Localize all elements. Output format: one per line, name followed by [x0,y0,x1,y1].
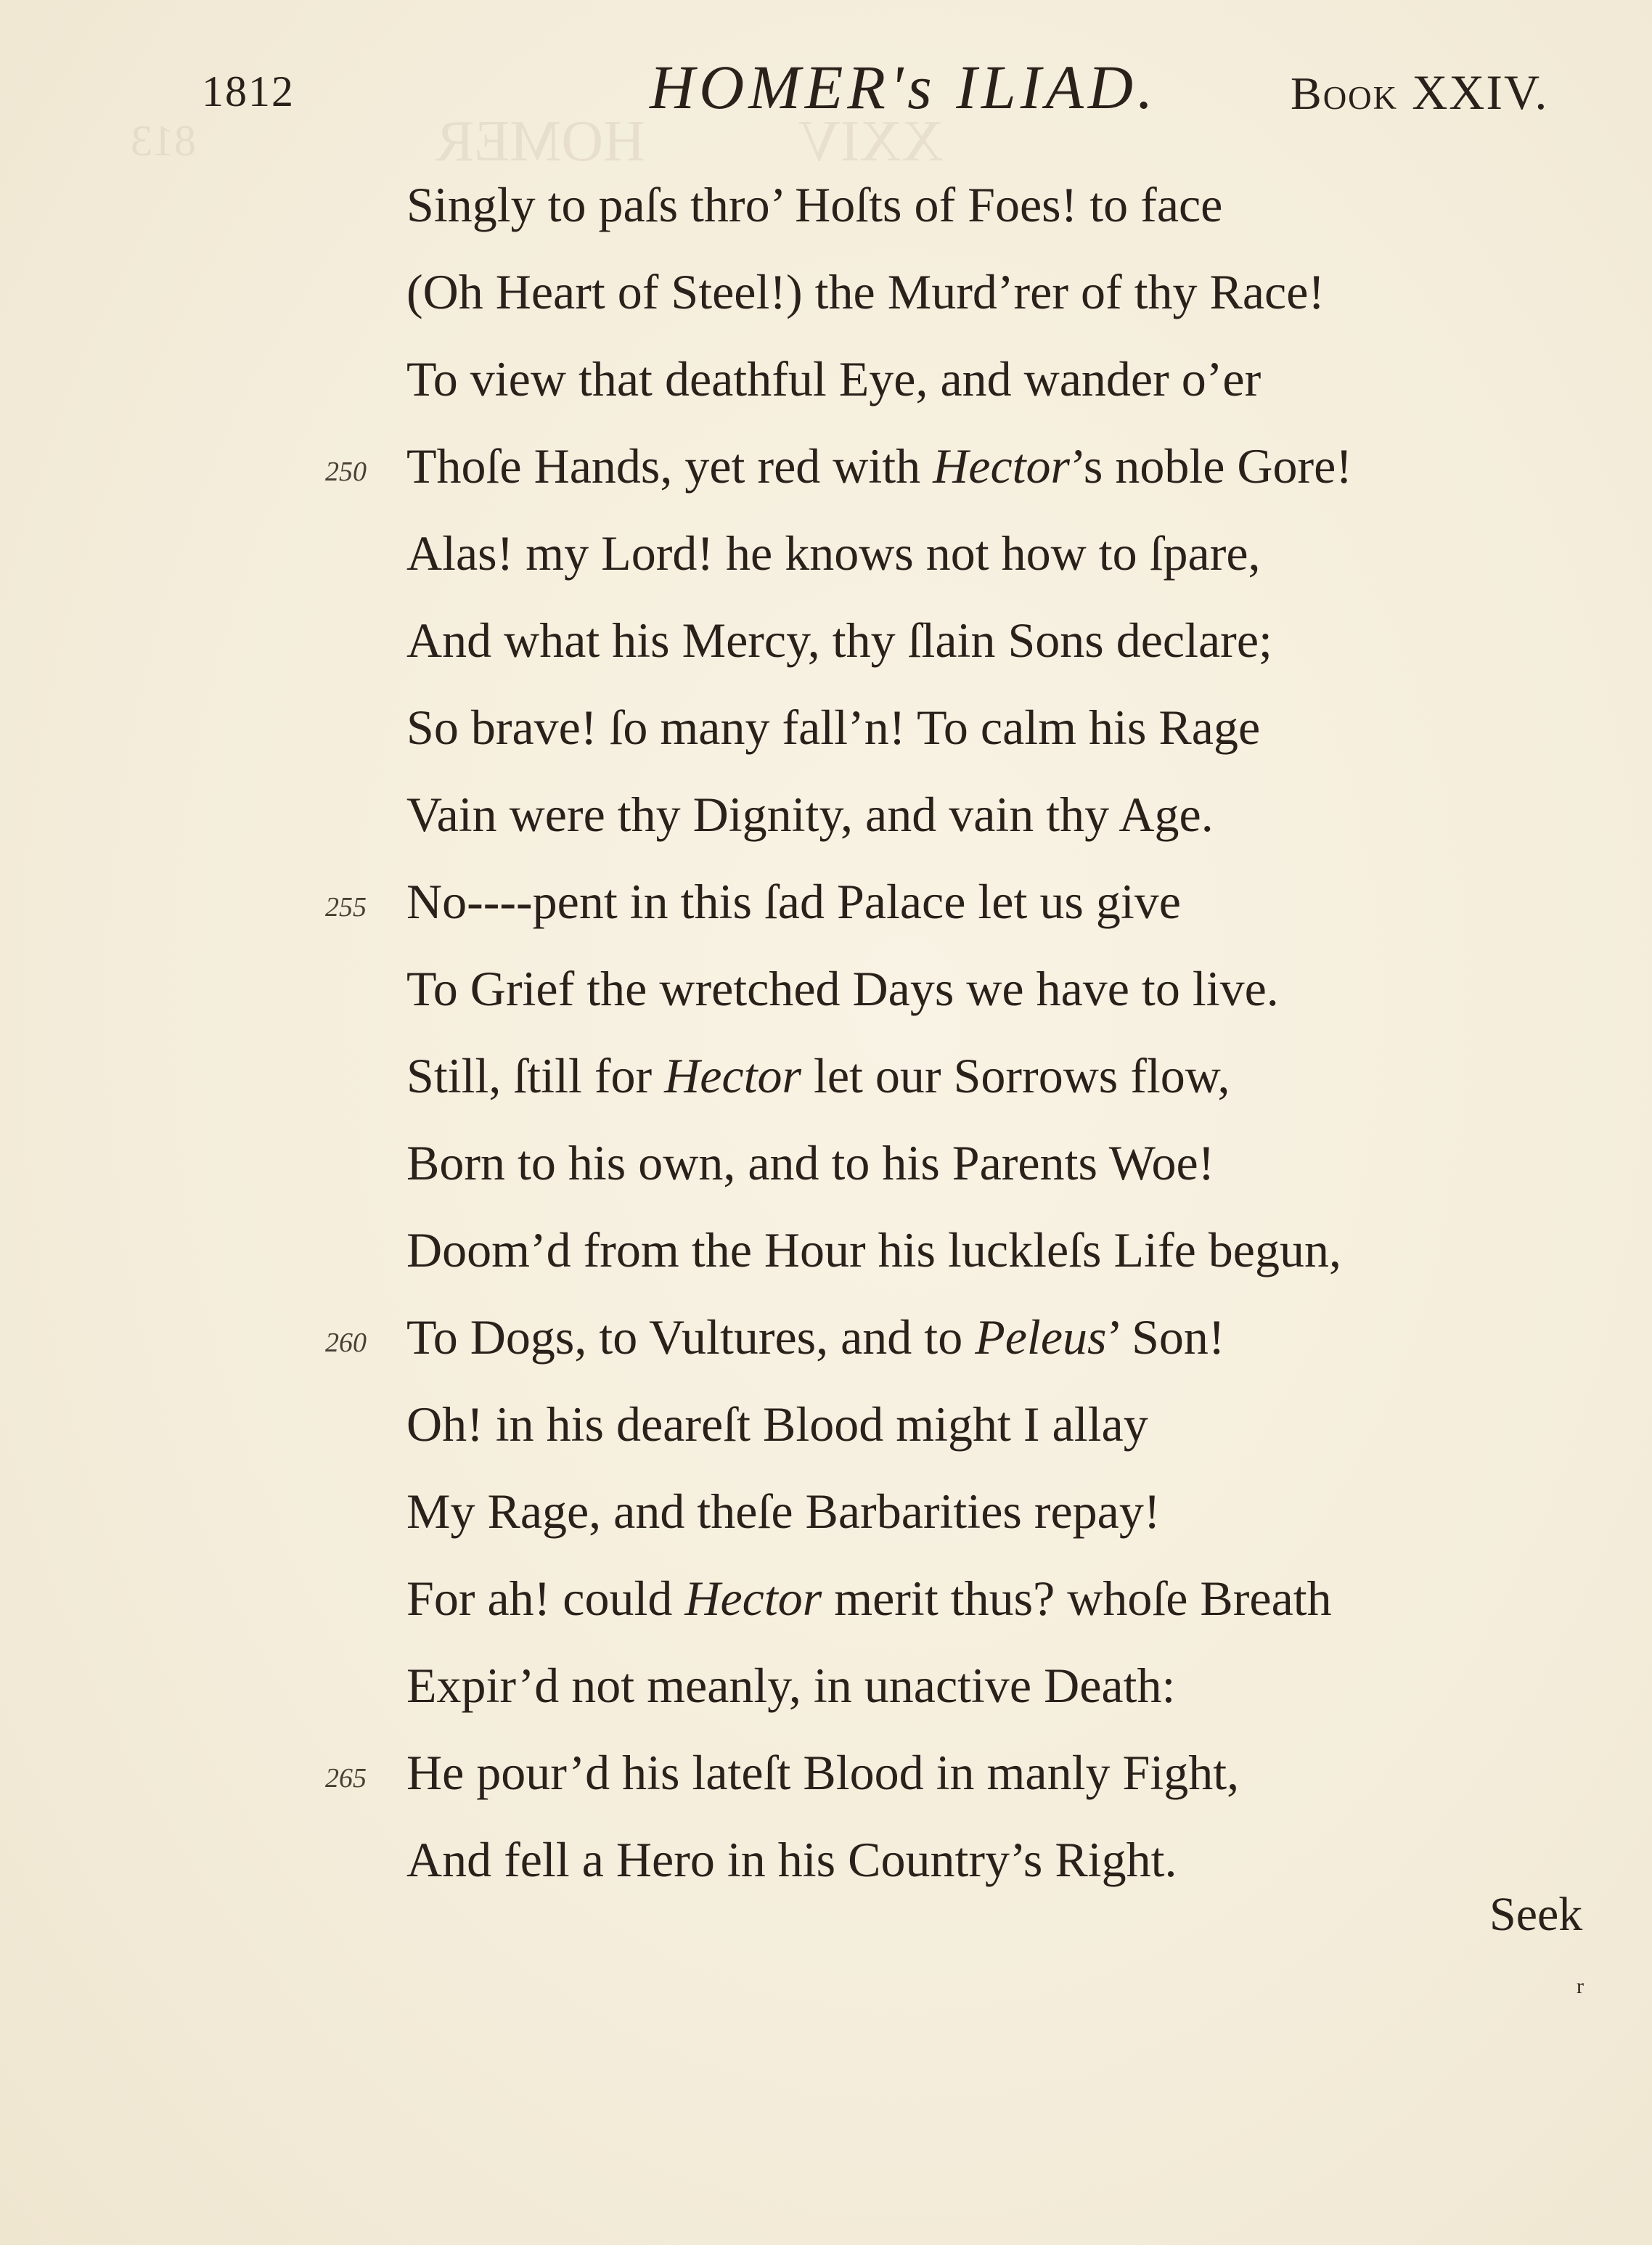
verse-segment: Thoſe Hands, yet red with [406,438,933,494]
verse-segment: merit thus? whoſe Breath [822,1571,1332,1626]
verse-text [406,510,1261,597]
verse-line [0,248,1652,335]
verse-text [406,1032,1230,1119]
verse-text [406,1555,1332,1642]
verse-text [406,684,1260,771]
verse-line [0,422,1652,510]
verse-text [406,858,1181,945]
verse-segment: To Grief the wretched Days we have to live. [406,961,1279,1016]
verse-text [406,335,1261,422]
verse-segment: let our Sorrows flow, [801,1048,1230,1103]
verse-text [406,422,1352,510]
verse-text [406,597,1272,684]
show-through-text: XXIV [798,110,944,173]
verse-line [0,1206,1652,1293]
verse-segment: Singly to paſs thro’ Hoſts of Foes! to face [406,177,1223,232]
verse-text [406,945,1279,1032]
verse-line [0,597,1652,684]
running-header [0,51,1652,138]
verse-line [0,1119,1652,1206]
verse-text [406,1468,1161,1555]
italic-name: Hector [664,1048,801,1103]
verse-text [406,1293,1225,1381]
book-label [1291,64,1548,121]
verse-segment: So brave! ſo many fall’n! To calm his Rage [406,700,1261,755]
verse-line [0,1293,1652,1381]
verse-line [0,1642,1652,1729]
page-number: 1812 [202,68,295,115]
line-number: 260 [325,1328,367,1358]
verse-text [406,248,1325,335]
line-number: 250 [325,457,367,487]
book-number: XXIV. [1412,65,1549,120]
italic-name: Hector [684,1571,822,1626]
verse-line [0,1555,1652,1642]
line-number: 265 [325,1763,367,1794]
verse-segment: Doom’d from the Hour his luckleſs Life begun, [406,1222,1341,1277]
verse-text [406,771,1214,858]
verse-segment: My Rage, and theſe Barbarities repay! [406,1484,1161,1539]
verse-segment: ’ Son! [1106,1309,1225,1365]
verse-segment: For ah! could [406,1571,685,1626]
verse-line [0,335,1652,422]
verse-segment: To view that deathful Eye, and wander o’er [406,351,1262,406]
verse-text [406,161,1222,248]
verse-line [0,1381,1652,1468]
verse-segment: He pour’d his lateſt Blood in manly Fight, [406,1745,1240,1800]
catchword: Seek [1489,1888,1583,1941]
verse-line [0,161,1652,248]
verse-text [406,1729,1239,1816]
verse-line [0,1468,1652,1555]
verse-line [0,1816,1652,1903]
verse-segment: Expir’d not meanly, in unactive Death: [406,1658,1176,1713]
verse-line [0,510,1652,597]
verse-text [406,1816,1177,1903]
italic-name: Hector [933,438,1070,494]
verse-segment: Vain were thy Dignity, and vain thy Age. [406,787,1214,842]
running-title: HOMER's ILIAD. [650,52,1158,122]
verse-segment: Still, ſtill for [406,1048,665,1103]
verse-text [406,1642,1175,1729]
verse-segment: ’s noble Gore! [1069,438,1352,494]
verse-segment: And fell a Hero in his Country’s Right. [406,1832,1177,1887]
verse-segment: No----pent in this ſad Palace let us give [406,874,1181,929]
verse-line [0,945,1652,1032]
verse-segment: Oh! in his deareſt Blood might I allay [406,1397,1148,1452]
italic-name: Peleus [975,1309,1107,1365]
verse-text [406,1119,1214,1206]
verse-line [0,1032,1652,1119]
verse-segment: To Dogs, to Vultures, and to [406,1309,976,1365]
verse-line [0,771,1652,858]
show-through-text: 813 [131,117,196,165]
verse-segment: Alas! my Lord! he knows not how to ſpare, [406,526,1261,581]
verse-line [0,1729,1652,1816]
verse-segment: And what his Mercy, thy ſlain Sons declare; [406,613,1272,668]
signature-mark: r [1577,1974,1584,1998]
verse-segment: Born to his own, and to his Parents Woe! [406,1135,1215,1190]
verse-line [0,684,1652,771]
verse-line [0,858,1652,945]
book-word: Book [1291,68,1399,119]
verse-text [406,1381,1148,1468]
verse-segment: (Oh Heart of Steel!) the Murd’rer of thy Race! [406,264,1325,319]
verse-text [406,1206,1341,1293]
line-number: 255 [325,892,367,923]
show-through-text: HOMER [436,110,645,173]
